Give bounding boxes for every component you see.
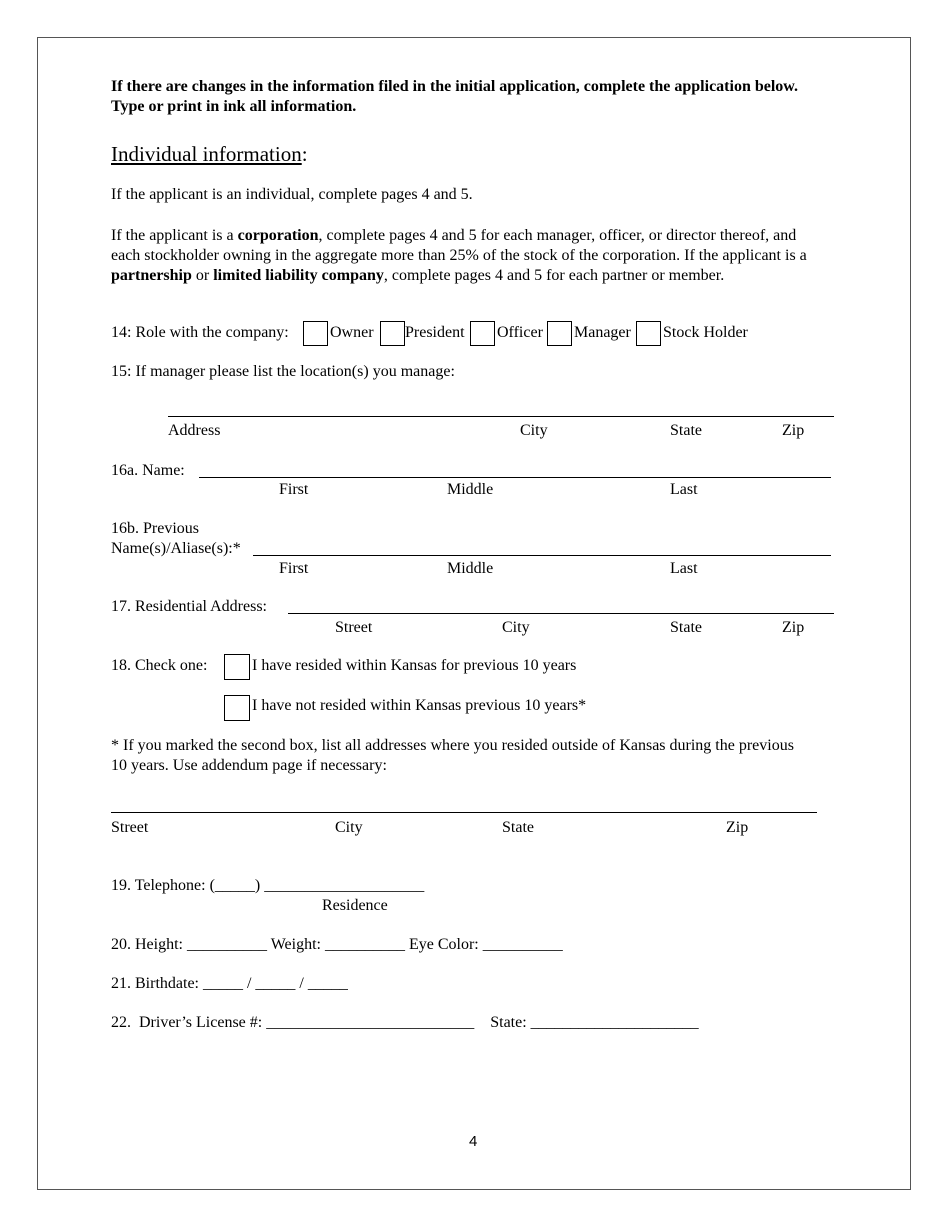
corporation-instructions <box>111 226 823 286</box>
role-manager-checkbox[interactable] <box>547 321 572 346</box>
section-colon: : <box>301 142 308 166</box>
role-stockholder-checkbox[interactable] <box>636 321 661 346</box>
q16b-label-2: Name(s)/Aliase(s):* <box>111 540 241 557</box>
corp-text-4: , complete pages 4 and 5 for each partner or member. <box>383 267 725 284</box>
q16a-first-caption: First <box>279 481 309 498</box>
role-manager-label: Manager <box>574 324 631 341</box>
role-stockholder-label: Stock Holder <box>663 324 748 341</box>
corp-bold-partnership: partnership <box>111 267 192 284</box>
resided-in-kansas-label: I have resided within Kansas for previous 10 years <box>252 657 577 674</box>
q15-label: 15: If manager please list the location(s) you manage: <box>111 363 455 380</box>
name-line[interactable] <box>199 477 831 478</box>
individual-instructions: If the applicant is an individual, complete pages 4 and 5. <box>111 186 473 203</box>
q16b-first-caption: First <box>279 560 309 577</box>
intro-line-2: Type or print in ink all information. <box>111 98 357 115</box>
manager-location-line[interactable] <box>168 416 834 417</box>
residential-address-line[interactable] <box>288 613 834 614</box>
q17-label: 17. Residential Address: <box>111 598 267 615</box>
corp-text-1: If the applicant is a <box>111 227 238 244</box>
corp-text-3: or <box>191 267 214 284</box>
q17-zip-caption: Zip <box>782 619 805 636</box>
q16a-label: 16a. Name: <box>111 462 185 479</box>
q15-address-caption: Address <box>168 422 221 439</box>
role-officer-checkbox[interactable] <box>470 321 495 346</box>
corp-bold-llc: limited liability company <box>213 267 384 284</box>
corp-bold-corporation: corporation <box>237 227 319 244</box>
telephone-field[interactable]: 19. Telephone: (_____) ____________________ <box>111 877 425 894</box>
q17-street-caption: Street <box>335 619 373 636</box>
role-officer-label: Officer <box>497 324 543 341</box>
page-number: 4 <box>469 1133 478 1150</box>
not-resided-in-kansas-label: I have not resided within Kansas previous 10 years* <box>252 697 587 714</box>
outside-zip-caption: Zip <box>726 819 749 836</box>
q15-city-caption: City <box>520 422 548 439</box>
q17-city-caption: City <box>502 619 530 636</box>
height-weight-eye-field[interactable]: 20. Height: __________ Weight: __________ Eye Color: __________ <box>111 936 563 953</box>
section-title: Individual information <box>111 142 302 166</box>
not-resided-in-kansas-checkbox[interactable] <box>224 695 250 721</box>
outside-city-caption: City <box>335 819 363 836</box>
q15-state-caption: State <box>670 422 702 439</box>
q16b-last-caption: Last <box>670 560 698 577</box>
outside-kansas-footnote: * If you marked the second box, list all addresses where you resided outside of Kansas during the previous 10 years. Use addendum page if necessary: <box>111 737 794 774</box>
outside-address-line[interactable] <box>111 812 817 813</box>
q17-state-caption: State <box>670 619 702 636</box>
q14-label: 14: Role with the company: <box>111 324 289 341</box>
outside-street-caption: Street <box>111 819 149 836</box>
birthdate-field[interactable]: 21. Birthdate: _____ / _____ / _____ <box>111 975 348 992</box>
q16a-last-caption: Last <box>670 481 698 498</box>
outside-state-caption: State <box>502 819 534 836</box>
role-owner-label: Owner <box>330 324 374 341</box>
q15-zip-caption: Zip <box>782 422 805 439</box>
role-president-checkbox[interactable] <box>380 321 405 346</box>
corp-text-2: , complete pages 4 and 5 for each manager, officer, or director thereof, and each stockholder owning in the aggregate more than 25% of the stock of the corporation. If the applicant is a <box>111 227 807 264</box>
q16b-middle-caption: Middle <box>447 560 494 577</box>
q16a-middle-caption: Middle <box>447 481 494 498</box>
q16b-label-1: 16b. Previous <box>111 520 199 537</box>
q18-label: 18. Check one: <box>111 657 208 674</box>
role-president-label: President <box>405 324 465 341</box>
resided-in-kansas-checkbox[interactable] <box>224 654 250 680</box>
residence-caption: Residence <box>322 897 388 914</box>
role-owner-checkbox[interactable] <box>303 321 328 346</box>
previous-names-line[interactable] <box>253 555 831 556</box>
section-heading <box>111 142 308 167</box>
intro-line-1: If there are changes in the information filed in the initial application, complete the application below. <box>111 78 798 95</box>
drivers-license-field[interactable]: 22. Driver’s License #: __________________________ State: _____________________ <box>111 1014 699 1031</box>
